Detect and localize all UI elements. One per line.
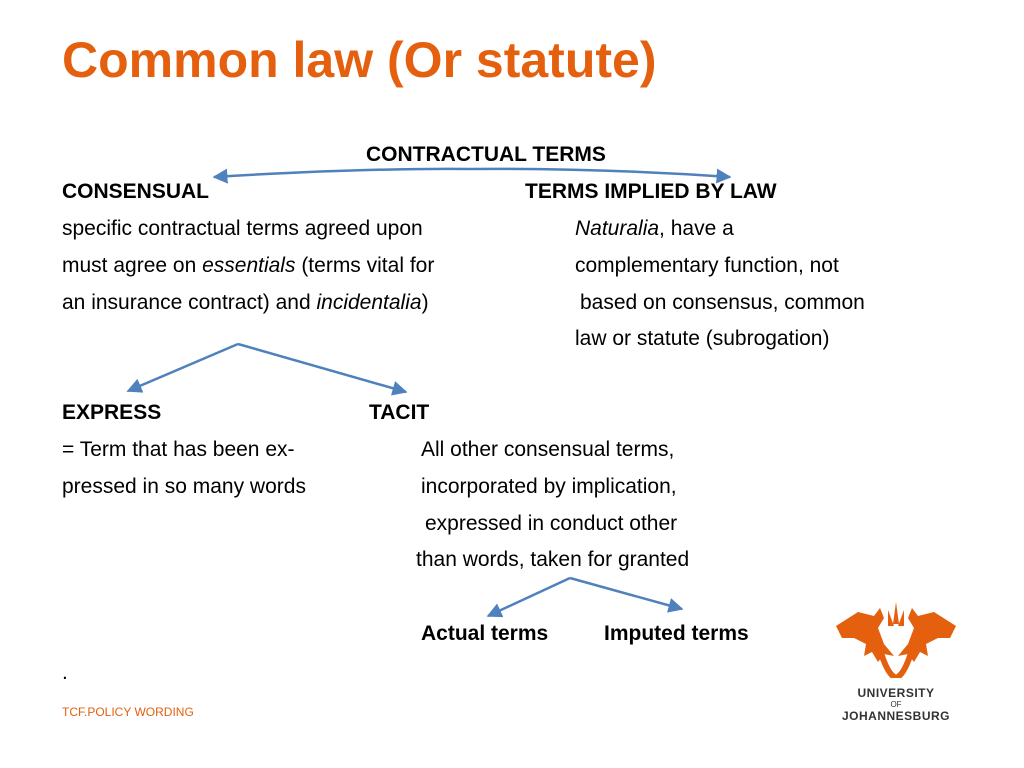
contractual-terms-heading: CONTRACTUAL TERMS (366, 143, 606, 166)
tacit-line-1: All other consensual terms, (421, 438, 675, 461)
express-heading: EXPRESS (62, 401, 162, 424)
naturalia-term: Naturalia (575, 217, 660, 240)
tacit-line-4: than words, taken for granted (416, 548, 690, 571)
express-line-2: pressed in so many words (62, 475, 306, 498)
arrow-to-imputed-terms (570, 578, 682, 609)
incidentalia-term: incidentalia (316, 291, 422, 314)
arrow-to-tacit (238, 344, 406, 392)
tacit-heading: TACIT (369, 401, 430, 424)
logo-emblem-icon (826, 598, 966, 678)
implied-line-3: based on consensus, common (580, 291, 865, 314)
essentials-term: essentials (202, 254, 296, 277)
arrow-to-actual-terms (488, 578, 570, 616)
implied-line-2: complementary function, not (575, 254, 839, 277)
trailing-dot: . (62, 661, 68, 684)
tacit-line-3: expressed in conduct other (425, 512, 678, 535)
university-logo (826, 598, 966, 728)
implied-by-law-heading: TERMS IMPLIED BY LAW (525, 180, 777, 203)
imputed-terms-label: Imputed terms (604, 622, 749, 645)
implied-line-4: law or statute (subrogation) (575, 327, 830, 350)
express-line-1: = Term that has been ex- (62, 438, 295, 461)
consensual-line-2: must agree on essentials (terms vital for (62, 254, 435, 277)
logo-of-text: OF (890, 700, 902, 709)
arrow-to-consensual (214, 169, 470, 177)
slide-title: Common law (Or statute) (62, 32, 657, 88)
consensual-line-1: specific contractual terms agreed upon (62, 217, 423, 240)
consensual-line-3: an insurance contract) and incidentalia) (62, 291, 429, 314)
logo-johannesburg-text: JOHANNESBURG (841, 709, 950, 723)
arrow-to-implied-by-law (470, 169, 730, 177)
logo-university-text: UNIVERSITY (857, 686, 935, 700)
consensual-heading: CONSENSUAL (62, 180, 210, 203)
implied-line-1: Naturalia, have a (575, 217, 734, 240)
actual-terms-label: Actual terms (421, 622, 549, 645)
tacit-line-2: incorporated by implication, (421, 475, 677, 498)
arrow-to-express (128, 344, 238, 391)
footer-text: TCF.POLICY WORDING (62, 705, 194, 719)
